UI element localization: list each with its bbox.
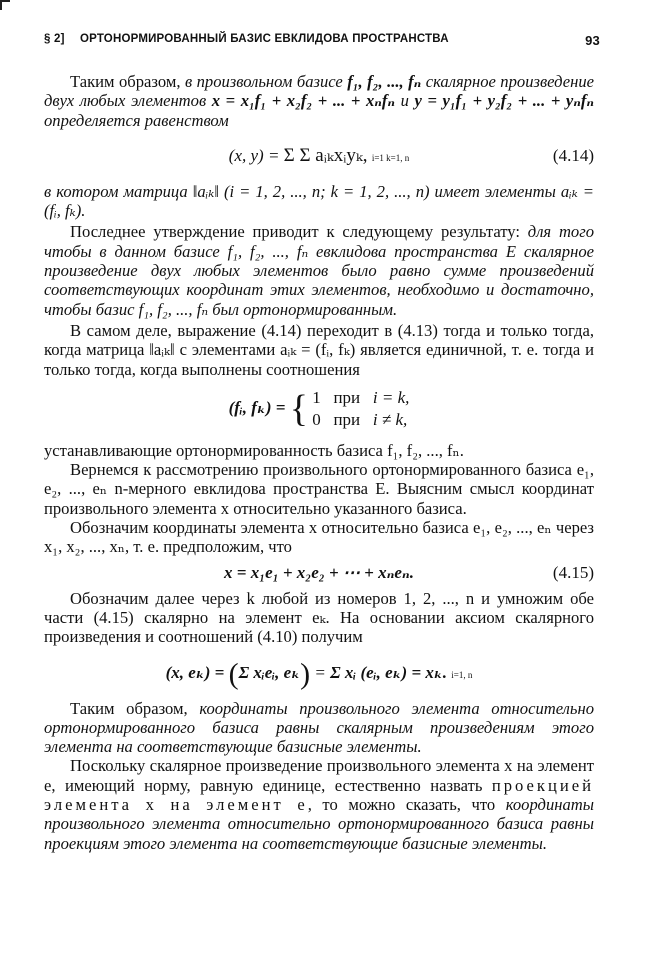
paragraph-6: Вернемся к рассмотрению произвольного ортонормированного базиса e₁, e₂, ..., eₙ n-мерного евклидова пространства E. Выясним смысл координат произвольного элемента x относительно указанного базиса.: [44, 460, 594, 518]
paragraph-7: Обозначим координаты элемента x относительно базиса e₁, e₂, ..., eₙ через x₁, x₂, ..., xₙ, т. е. предположим, что: [44, 518, 594, 557]
page-body: [44, 72, 594, 853]
equation-number: (4.14): [552, 145, 594, 165]
paragraph-3: Последнее утверждение приводит к следующему результату: для того чтобы в данном базисе f₁, f₂, ..., fₙ евклидова пространства E скалярное произведение двух любых элементов было равно сумме произведений соответствующих координат этих элементов, необходимо и достаточно, чтобы базис f₁, f₂, ..., fₙ был ортонормированным.: [44, 222, 594, 319]
section-label: § 2]: [44, 33, 65, 45]
left-paren: (: [228, 656, 239, 690]
right-paren: ): [300, 656, 311, 690]
eq-inner: Σ xᵢeᵢ, eₖ: [238, 662, 301, 682]
equation-coordinates: [44, 647, 594, 699]
paragraph-2: в котором матрица ‖aᵢₖ‖ (i = 1, 2, ..., n; k = 1, 2, ..., n) имеет элементы aᵢₖ = (fᵢ, fₖ).: [44, 181, 594, 221]
eq-mid: =: [314, 662, 326, 682]
equation-system: [44, 379, 594, 441]
spaced-term: проекцией элемента x на элемент e: [44, 775, 594, 815]
header-title: ОРТОНОРМИРОВАННЫЙ БАЗИС ЕВКЛИДОВА ПРОСТРАНСТВА: [80, 33, 449, 45]
paragraph-4: В самом деле, выражение (4.14) переходит в (4.13) тогда и только тогда, когда матрица ‖aᵢₖ‖ с элементами aᵢₖ = (fᵢ, fₖ) является единичной, т. е. тогда и только тогда, когда выполнены соотношения: [44, 320, 594, 379]
eq-limits: i=1 k=1, n: [371, 152, 410, 163]
equation-number: (4.15): [552, 562, 594, 582]
eq-limits: i=1, n: [451, 669, 473, 680]
running-header: [44, 33, 600, 51]
paragraph-10: Поскольку скалярное произведение произвольного элемента x на элемент e, имеющий норму, равную единице, естественно назвать проекцией элемента x на элемент e, то можно сказать, что координаты произвольного элемента относительно ортонормированного базиса равны проекциям этого элемента на соответствующие базисные элементы.: [44, 756, 594, 853]
paragraph-9: Таким образом, координаты произвольного элемента относительно ортонормированного базиса равны скалярным произведениям этого элемента на соответствующие базисные элементы.: [44, 698, 594, 757]
corner-mark: [0, 0, 10, 10]
eq-rhs: Σ xᵢ (eᵢ, eₖ) = xₖ.: [330, 662, 448, 682]
paragraph-8: Обозначим далее через k любой из номеров 1, 2, ..., n и умножим обе части (4.15) скалярно на элемент eₖ. На основании аксиом скалярного произведения и соотношений (4.10) получим: [44, 588, 594, 647]
equation-4-14: [44, 130, 594, 182]
left-brace: {: [289, 387, 308, 430]
eq-expr: x = x₁e₁ + x₂e₂ + ⋯ + xₙeₙ.: [224, 562, 414, 582]
cases-block: 1 при i = k, 0 при i ≠ k,: [312, 387, 410, 429]
equation-4-15: [44, 557, 594, 589]
sys-lhs: (fᵢ, fₖ) =: [228, 397, 286, 417]
page-number: 93: [585, 33, 600, 48]
eq-lhs: (x, y) =: [228, 145, 280, 165]
eq-lhs: (x, eₖ) =: [165, 662, 225, 682]
paragraph-5: устанавливающие ортонормированность базиса f₁, f₂, ..., fₙ.: [44, 440, 464, 460]
paragraph-1: Таким образом, в произвольном базисе f₁, f₂, ..., fₙ скалярное произведение двух любых элементов x = x₁f₁ + x₂f₂ + ... + xₙfₙ и y = y₁f₁ + y₂f₂ + ... + yₙfₙ определяется равенством: [44, 72, 594, 130]
eq-rhs: Σ Σ aᵢₖxᵢyₖ,: [283, 144, 368, 166]
